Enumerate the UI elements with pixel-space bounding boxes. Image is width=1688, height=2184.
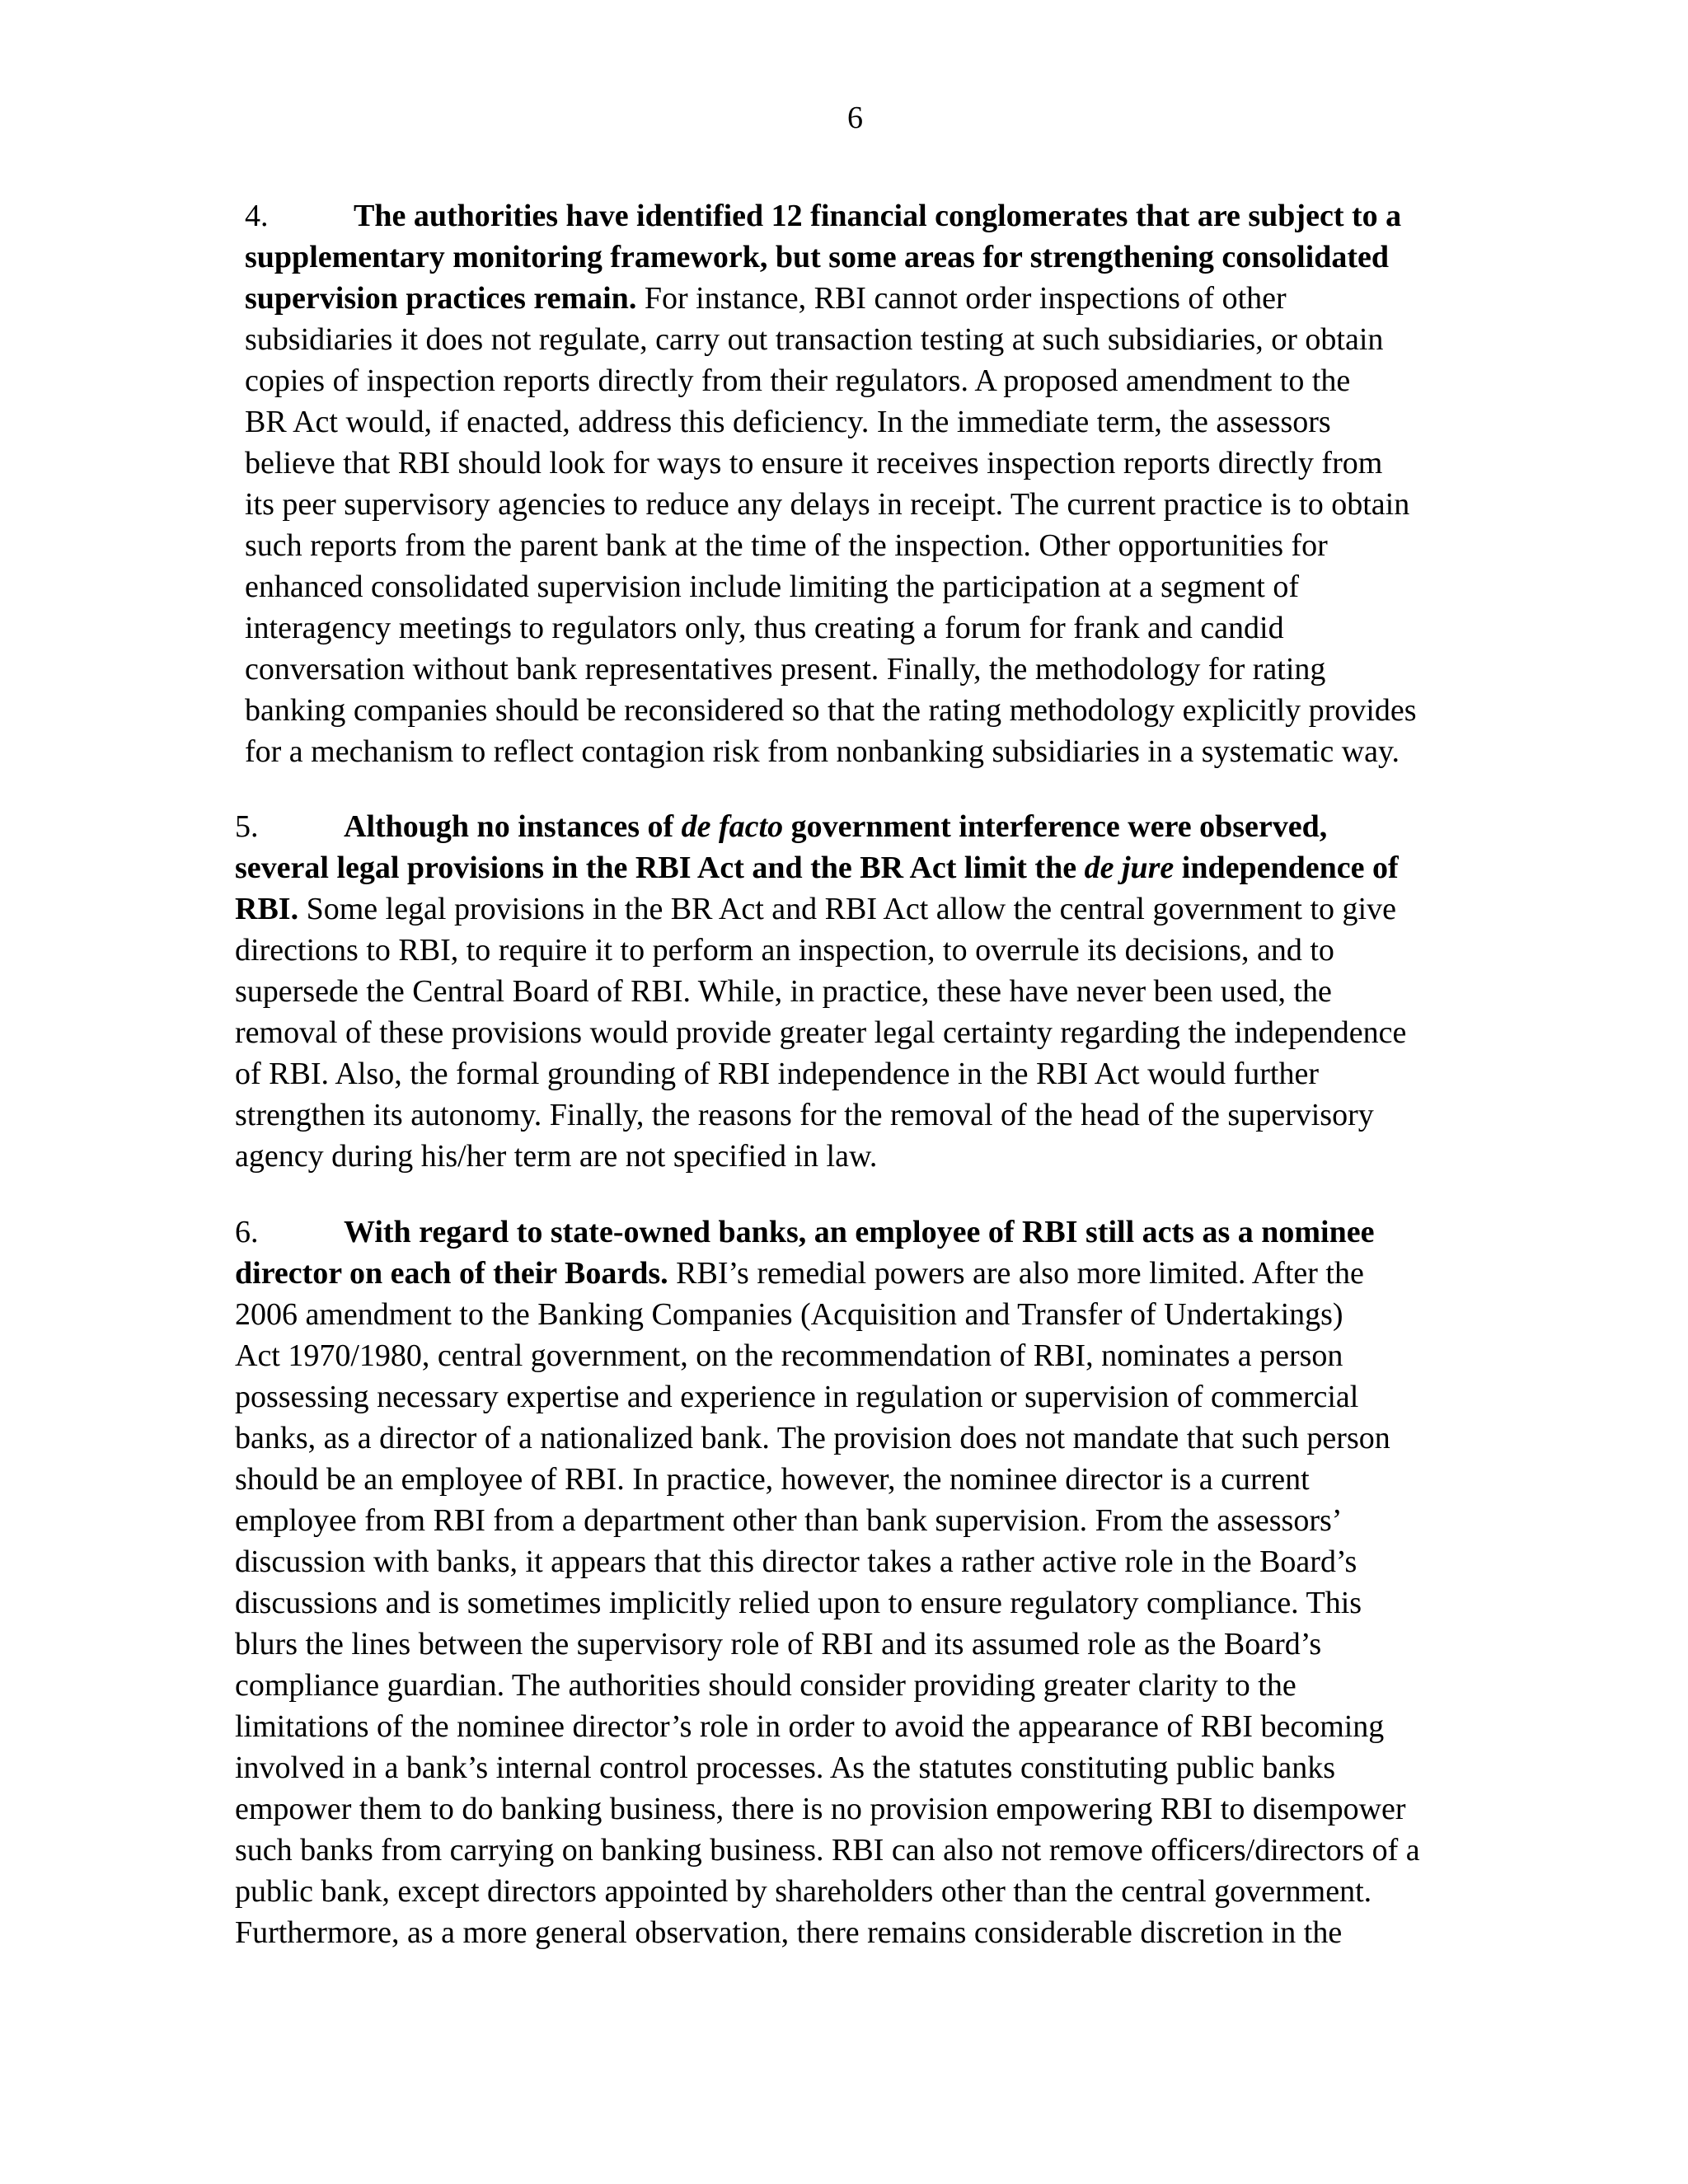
text-run: empower them to do banking business, there is no provision empowering RBI to disempower (235, 1792, 1406, 1826)
paragraph-line (235, 1459, 1420, 1500)
bold-text-run: The authorities have identified 12 financial conglomerates that are subject to a (354, 199, 1402, 233)
text-run: 2006 amendment to the Banking Companies (Acquisition and Transfer of Undertakings) (235, 1297, 1343, 1332)
text-run: discussion with banks, it appears that this director takes a rather active role in the Board’s (235, 1544, 1357, 1579)
paragraph-line (245, 525, 1417, 566)
text-run: supersede the Central Board of RBI. While, in practice, these have never been used, the (235, 974, 1332, 1009)
paragraph-line (235, 971, 1406, 1012)
text-run: compliance guardian. The authorities should consider providing greater clarity to the (235, 1668, 1296, 1703)
bold-text-run: With regard to state-owned banks, an employee of RBI still acts as a nominee (344, 1215, 1375, 1249)
text-run: RBI’s remedial powers are also more limited. After the (668, 1256, 1364, 1291)
paragraph-line (235, 1335, 1420, 1376)
text-run: for a mechanism to reflect contagion risk from nonbanking subsidiaries in a systematic way. (245, 734, 1400, 769)
text-run: public bank, except directors appointed by shareholders other than the central government. (235, 1874, 1372, 1909)
paragraph-line (235, 1624, 1420, 1665)
paragraph-number: 5. (235, 809, 259, 844)
paragraph-line (245, 649, 1417, 690)
paragraph-line (235, 1094, 1406, 1136)
paragraph-line (245, 278, 1417, 319)
text-run: banks, as a director of a nationalized bank. The provision does not mandate that such person (235, 1421, 1390, 1455)
paragraph-line (235, 806, 1406, 847)
text-run: should be an employee of RBI. In practice, however, the nominee director is a current (235, 1462, 1310, 1497)
text-run: blurs the lines between the supervisory role of RBI and its assumed role as the Board’s (235, 1627, 1322, 1661)
text-run: Act 1970/1980, central government, on the recommendation of RBI, nominates a person (235, 1338, 1343, 1373)
paragraph-line (235, 1912, 1420, 1953)
paragraph-number: 6. (235, 1215, 259, 1249)
paragraph-line (235, 1747, 1420, 1788)
bold-text-run: de jure (1084, 851, 1175, 885)
paragraph-line (235, 1788, 1420, 1830)
paragraph-line (235, 1500, 1420, 1541)
bold-text-run: supplementary monitoring framework, but some areas for strengthening consolidated (245, 240, 1390, 274)
paragraph-line (245, 607, 1417, 649)
paragraph-line (245, 319, 1417, 360)
paragraph-line (235, 888, 1406, 930)
paragraph-line (245, 360, 1417, 401)
paragraph-line (235, 847, 1406, 888)
bold-text-run: director on each of their Boards. (235, 1256, 668, 1291)
text-run: BR Act would, if enacted, address this deficiency. In the immediate term, the assessors (245, 405, 1331, 439)
bold-text-run: de facto (681, 809, 784, 844)
text-run: directions to RBI, to require it to perform an inspection, to overrule its decisions, and to (235, 933, 1334, 968)
paragraph-line (235, 1871, 1420, 1912)
text-run: For instance, RBI cannot order inspections of other (636, 281, 1287, 316)
bold-text-run: independence of (1174, 851, 1399, 885)
paragraph-line (245, 237, 1417, 278)
paragraph-line (235, 1053, 1406, 1094)
paragraph-line (235, 1136, 1406, 1177)
paragraph-line (245, 731, 1417, 772)
paragraph-line (235, 1212, 1420, 1253)
text-run: its peer supervisory agencies to reduce any delays in receipt. The current practice is to obtain (245, 487, 1410, 522)
paragraph-line (245, 566, 1417, 607)
bold-text-run: government interference were observed, (783, 809, 1328, 844)
paragraph-line (245, 195, 1417, 237)
text-run: removal of these provisions would provide greater legal certainty regarding the independence (235, 1015, 1407, 1050)
paragraph-4 (245, 195, 1417, 772)
text-run: limitations of the nominee director’s role in order to avoid the appearance of RBI becoming (235, 1709, 1385, 1744)
text-run: banking companies should be reconsidered so that the rating methodology explicitly provides (245, 693, 1417, 728)
text-run: Furthermore, as a more general observation, there remains considerable discretion in the (235, 1915, 1343, 1950)
paragraph-line (235, 930, 1406, 971)
text-run: discussions and is sometimes implicitly relied upon to ensure regulatory compliance. This (235, 1586, 1362, 1620)
text-run: subsidiaries it does not regulate, carry out transaction testing at such subsidiaries, or obtain (245, 322, 1384, 357)
paragraph-number: 4. (245, 199, 269, 233)
paragraph-line (245, 443, 1417, 484)
paragraph-line (245, 401, 1417, 443)
text-run: involved in a bank’s internal control processes. As the statutes constituting public banks (235, 1750, 1336, 1785)
paragraph-line (235, 1830, 1420, 1871)
paragraph-line (235, 1706, 1420, 1747)
paragraph-line (235, 1294, 1420, 1335)
paragraph-line (235, 1582, 1420, 1624)
text-run: employee from RBI from a department other than bank supervision. From the assessors’ (235, 1503, 1343, 1538)
paragraph-line (235, 1012, 1406, 1053)
paragraph-line (245, 484, 1417, 525)
paragraph-5 (235, 806, 1406, 1177)
text-run: Some legal provisions in the BR Act and RBI Act allow the central government to give (298, 892, 1396, 926)
text-run: conversation without bank representatives present. Finally, the methodology for rating (245, 652, 1326, 687)
bold-text-run: supervision practices remain. (245, 281, 637, 316)
text-run: such reports from the parent bank at the time of the inspection. Other opportunities for (245, 528, 1328, 563)
paragraph-6 (235, 1212, 1420, 1953)
paragraph-line (235, 1665, 1420, 1706)
paragraph-line (235, 1541, 1420, 1582)
text-run: believe that RBI should look for ways to ensure it receives inspection reports directly from (245, 446, 1383, 480)
paragraph-line (235, 1253, 1420, 1294)
bold-text-run: Although no instances of (344, 809, 682, 844)
paragraph-line (245, 690, 1417, 731)
paragraph-line (235, 1418, 1420, 1459)
text-run: of RBI. Also, the formal grounding of RBI independence in the RBI Act would further (235, 1057, 1319, 1091)
bold-text-run: several legal provisions in the RBI Act and the BR Act limit the (235, 851, 1085, 885)
page-number: 6 (847, 101, 863, 135)
text-run: such banks from carrying on banking business. RBI can also not remove officers/directors of a (235, 1833, 1420, 1868)
text-run: interagency meetings to regulators only, thus creating a forum for frank and candid (245, 611, 1284, 645)
bold-text-run: RBI. (235, 892, 299, 926)
text-run: copies of inspection reports directly from their regulators. A proposed amendment to the (245, 363, 1351, 398)
text-run: possessing necessary expertise and experience in regulation or supervision of commercial (235, 1380, 1359, 1414)
text-run: strengthen its autonomy. Finally, the reasons for the removal of the head of the supervisory (235, 1098, 1374, 1132)
text-run: agency during his/her term are not specified in law. (235, 1139, 878, 1174)
paragraph-line (235, 1376, 1420, 1418)
text-run: enhanced consolidated supervision include limiting the participation at a segment of (245, 569, 1299, 604)
